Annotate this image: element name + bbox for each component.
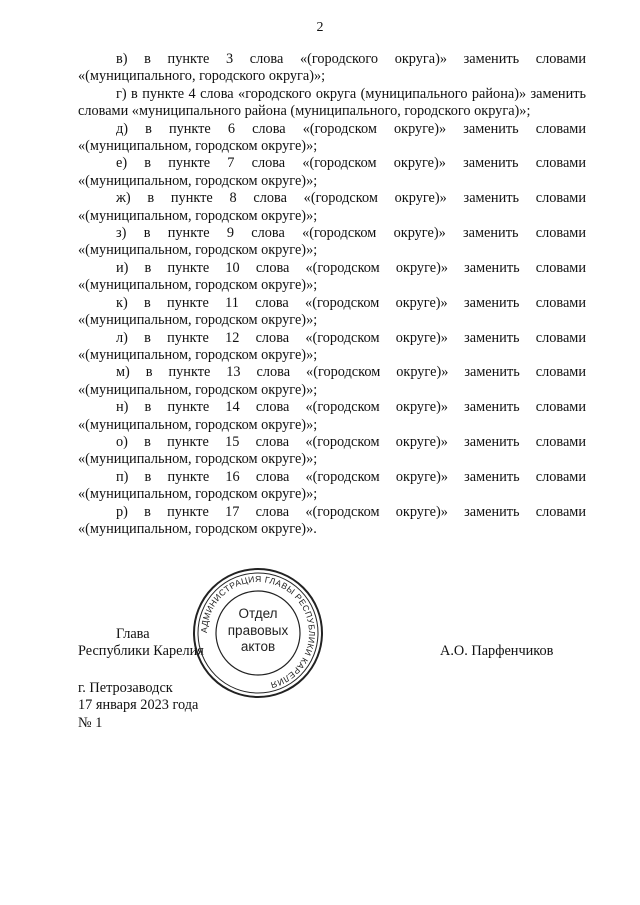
amendment-item: и) в пункте 10 слова «(городском округе)» заменить словами «(муниципальном, городском округе)»;: [78, 259, 586, 294]
document-date: 17 января 2023 года: [78, 697, 199, 714]
amendment-item: з) в пункте 9 слова «(городском округе)» заменить словами «(муниципальном, городском округе)»;: [78, 225, 586, 259]
signature-title-line2: Республики Карелия: [78, 643, 204, 660]
page-number: 2: [316, 20, 324, 35]
amendment-item: в) в пункте 3 слова «(городского округа)» заменить словами «(муниципального, городского округа)»;: [78, 51, 586, 85]
amendment-item: л) в пункте 12 слова «(городском округе)» заменить словами «(муниципальном, городском округе)»;: [78, 329, 586, 363]
seal-center-line: Отдел: [238, 606, 278, 621]
amendment-item: д) в пункте 6 слова «(городском округе)» заменить словами «(муниципальном, городском округе)»;: [78, 120, 586, 155]
seal-stamp: [188, 564, 328, 702]
city: г. Петрозаводск: [78, 680, 173, 696]
amendment-item: п) в пункте 16 слова «(городском округе)» заменить словами «(муниципальном, городском округе)»;: [78, 468, 586, 503]
signer-name: А.О. Парфенчиков: [440, 643, 554, 659]
amendment-item: м) в пункте 13 слова «(городском округе)» заменить словами «(муниципальном, городском округе)»;: [78, 364, 586, 398]
document-number: № 1: [78, 714, 103, 731]
amendment-item: р) в пункте 17 слова «(городском округе)» заменить словами «(муниципальном, городском округе)».: [78, 503, 586, 537]
amendments-list: [78, 51, 586, 538]
seal-ring-text: АДМИНИСТРАЦИЯ ГЛАВЫ РЕСПУБЛИКИ КАРЕЛИЯ: [198, 573, 318, 691]
seal-center-line: правовых: [227, 623, 289, 638]
signature-title: [78, 626, 204, 661]
amendment-item: н) в пункте 14 слова «(городском округе)» заменить словами «(муниципальном, городском округе)»;: [78, 399, 586, 433]
seal-center-line: актов: [240, 639, 276, 654]
place-date-block: [78, 680, 198, 732]
signature-title-line1: Глава: [116, 626, 150, 642]
amendment-item: е) в пункте 7 слова «(городском округе)» заменить словами «(муниципальном, городском округе)»;: [78, 155, 586, 189]
amendment-item: о) в пункте 15 слова «(городском округе)» заменить словами «(муниципальном, городском округе)»;: [78, 433, 586, 468]
amendment-item: к) в пункте 11 слова «(городском округе)» заменить словами «(муниципальном, городском округе)»;: [78, 294, 586, 329]
amendment-item: ж) в пункте 8 слова «(городском округе)» заменить словами «(муниципальном, городском округе)»;: [78, 190, 586, 224]
amendment-item: г) в пункте 4 слова «городского округа (муниципального района)» заменить словами «муниципального района (муниципального, городского округа)»;: [78, 85, 586, 120]
